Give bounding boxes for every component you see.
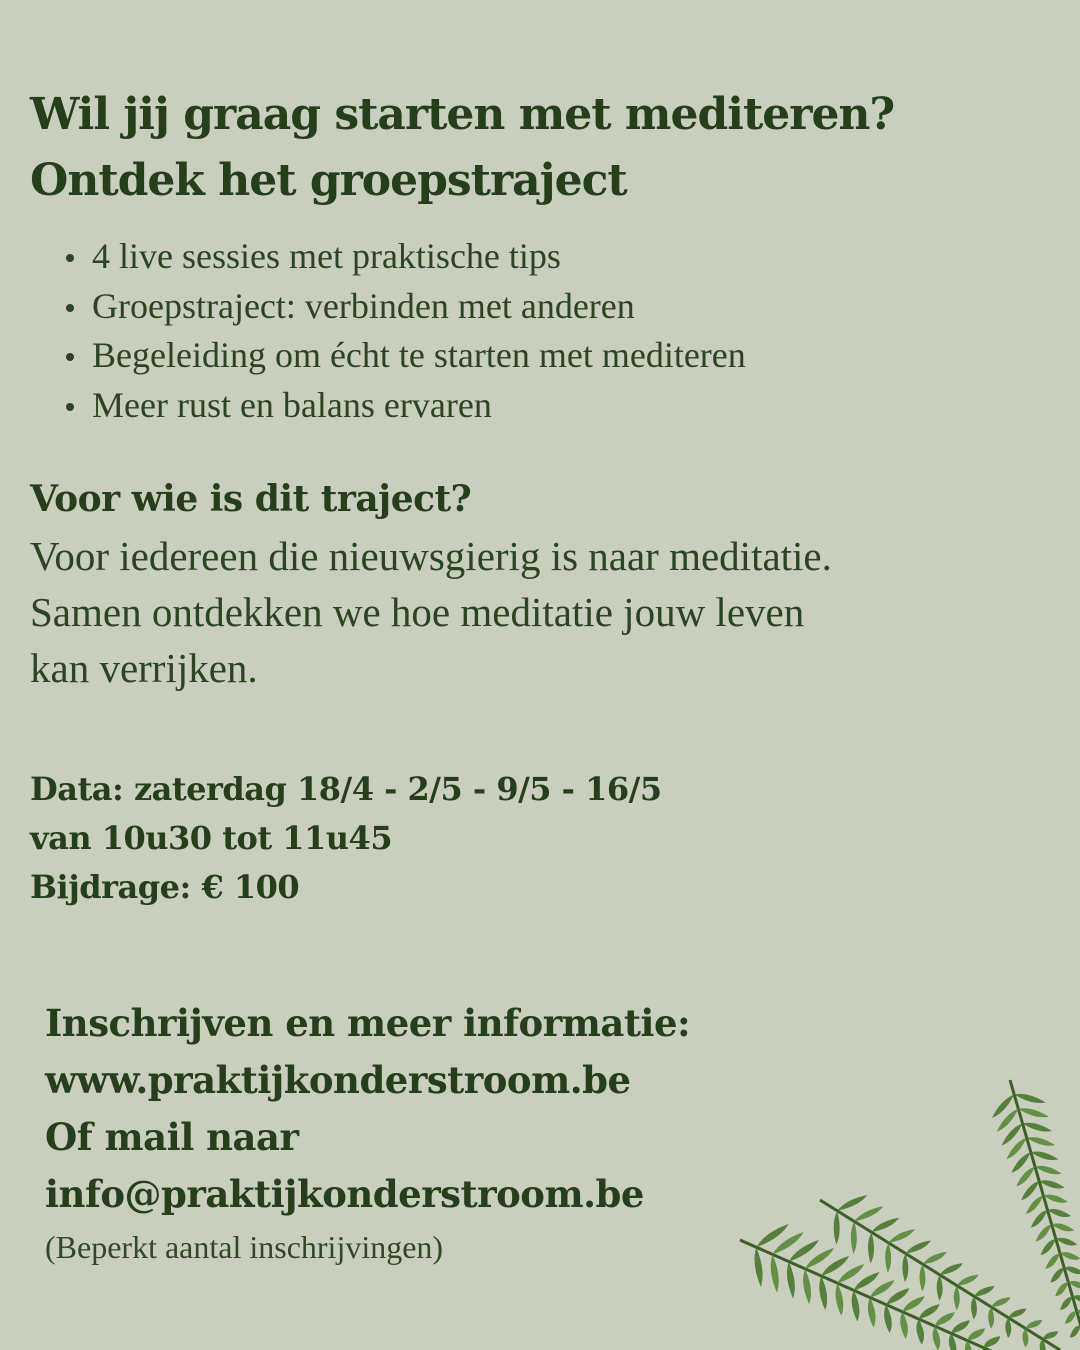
bullet-icon [66,403,74,411]
contact-block [45,995,690,1223]
limited-spots-note: (Beperkt aantal inschrijvingen) [45,1229,444,1265]
benefit-item [60,232,746,282]
session-time: van 10u30 tot 11u45 [30,819,393,857]
contact-heading: Inschrijven en meer informatie: [45,1001,691,1045]
audience-line: Samen ontdekken we hoe meditatie jouw leven [30,589,805,635]
benefit-item [60,381,746,431]
bullet-icon [66,254,74,262]
benefit-item [60,282,746,332]
session-price: Bijdrage: € 100 [30,868,300,906]
mail-prompt: Of mail naar [45,1115,299,1159]
audience-description [30,528,832,696]
audience-line: Voor iedereen die nieuwsgierig is naar meditatie. [30,533,832,579]
benefits-list [60,232,746,430]
headline-line-1: Wil jij graag starten met mediteren? [30,89,895,140]
benefit-text: 4 live sessies met praktische tips [92,236,561,276]
benefit-text: Meer rust en balans ervaren [92,384,492,425]
session-details [30,765,662,912]
benefit-text: Begeleiding om écht te starten met mediteren [92,335,746,375]
bullet-icon [66,304,74,312]
benefit-item [60,331,746,381]
email-link[interactable]: info@praktijkonderstroom.be [45,1172,644,1216]
fern-leaf-icon [990,1060,1080,1350]
benefit-text: Groepstraject: verbinden met anderen [92,285,635,326]
audience-title: Voor wie is dit traject? [30,478,472,520]
bullet-icon [66,353,74,361]
headline-line-2: Ontdek het groepstraject [30,155,627,206]
audience-line: kan verrijken. [30,645,258,691]
session-dates: Data: zaterdag 18/4 - 2/5 - 9/5 - 16/5 [30,770,662,808]
website-link[interactable]: www.praktijkonderstroom.be [45,1058,631,1102]
headline [30,82,1050,214]
fern-leaf-icon [700,1180,1080,1350]
